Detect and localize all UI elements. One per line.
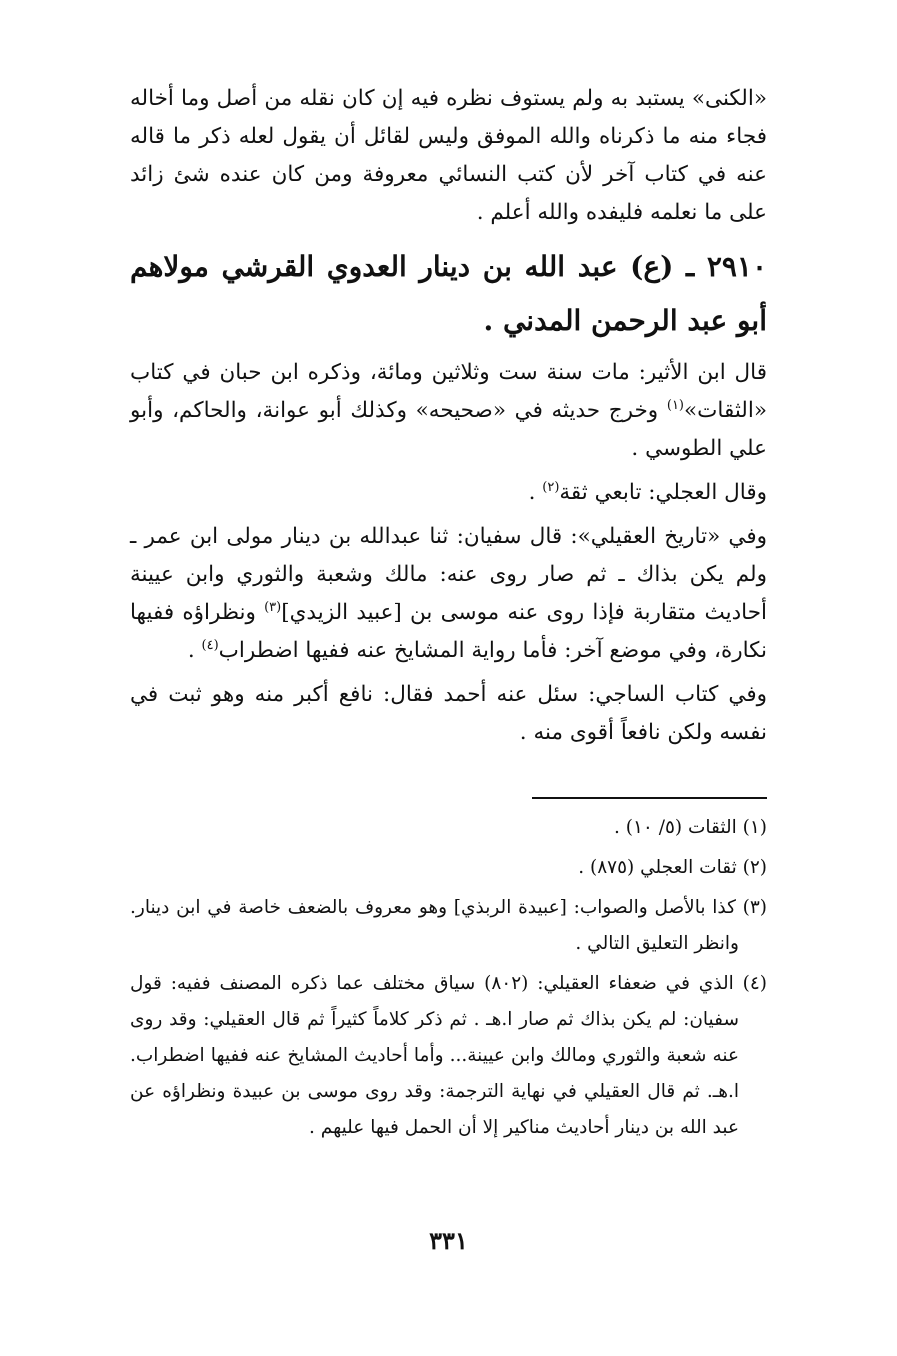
footnote-ref-2: (٢) [542,479,560,495]
paragraph-text: وقال العجلي: تابعي ثقة [559,480,767,505]
paragraph-uqayli [130,518,767,670]
footnote-ref-4: (٤) [201,637,219,653]
paragraph-text: وخرج حديثه في «صحيحه» وكذلك أبو عوانة، والحاكم، وأبو علي الطوسي . [130,398,767,461]
main-text [130,80,767,758]
paragraph-ijli [130,474,767,512]
paragraph-ibn-athir [130,354,767,468]
footnotes [130,810,767,1150]
entry-heading: ٢٩١٠ ـ (ع) عبد الله بن دينار العدوي القرشي مولاهم أبو عبد الرحمن المدني . [130,250,767,337]
footnote: (٤) الذي في ضعفاء العقيلي: (٨٠٢) سياق مختلف عما ذكره المصنف ففيه: قول سفيان: لم يكن بذاك ثم صار ا.هـ . ثم ذكر كلاماً كثيراً ثم قال العقيلي: وقد روى عنه شعبة والثوري ومالك وابن عيينة... وأما أحاديث المشايخ عنه ففيها اضطراب. ا.هـ. ثم قال العقيلي في نهاية الترجمة: وقد روى موسى بن عبيدة ونظراؤه عن عبد الله بن دينار أحاديث مناكير إلا أن الحمل فيها عليهم . [130,973,767,1138]
footnote: (١) الثقات (٥/ ١٠) . [613,817,767,838]
footnote: (٣) كذا بالأصل والصواب: [عبيدة الربذي] وهو معروف بالضعف خاصة في ابن دينار. وانظر التعليق التالي . [130,897,767,954]
footnote-separator [532,797,767,799]
footnote: (٢) ثقات العجلي (٨٧٥) . [578,857,767,878]
paragraph-text: . [187,638,202,663]
footnote-ref-1: (١) [666,397,684,413]
paragraph-continuation: «الكنى» يستبد به ولم يستوف نظره فيه إن كان نقله من أصل وما أخاله فجاء منه ما ذكرناه والله الموفق وليس لقائل أن يقول لعله ذكر ما قاله عنه في كتاب آخر لأن كتب النسائي معروفة ومن كان عنده شئ زائد على ما نعلمه فليفده والله أعلم . [130,86,767,225]
paragraph-text: قال ابن الأثير: مات سنة ست وثلاثين ومائة، وذكره ابن حبان في كتاب «الثقات» [130,360,767,423]
paragraph-saji: وفي كتاب الساجي: سئل عنه أحمد فقال: نافع أكبر منه وهو ثبت في نفسه ولكن نافعاً أقوى منه . [130,682,767,745]
paragraph-text: . [528,480,543,505]
paragraph-text: ونظراؤه ففيها نكارة، وفي موضع آخر: فأما رواية المشايخ عنه ففيها اضطراب [130,600,767,663]
paragraph-text: وفي «تاريخ العقيلي»: قال سفيان: ثنا عبدالله بن دينار مولى ابن عمر ـ ولم يكن بذاك ـ ثم صار روى عنه: مالك وشعبة والثوري وابن عيينة أحاديث متقاربة فإذا روى عنه موسى بن [عبيد الزيدي] [130,524,767,625]
page-number: ٣٣١ [429,1226,468,1255]
footnote-ref-3: (٣) [264,599,282,615]
